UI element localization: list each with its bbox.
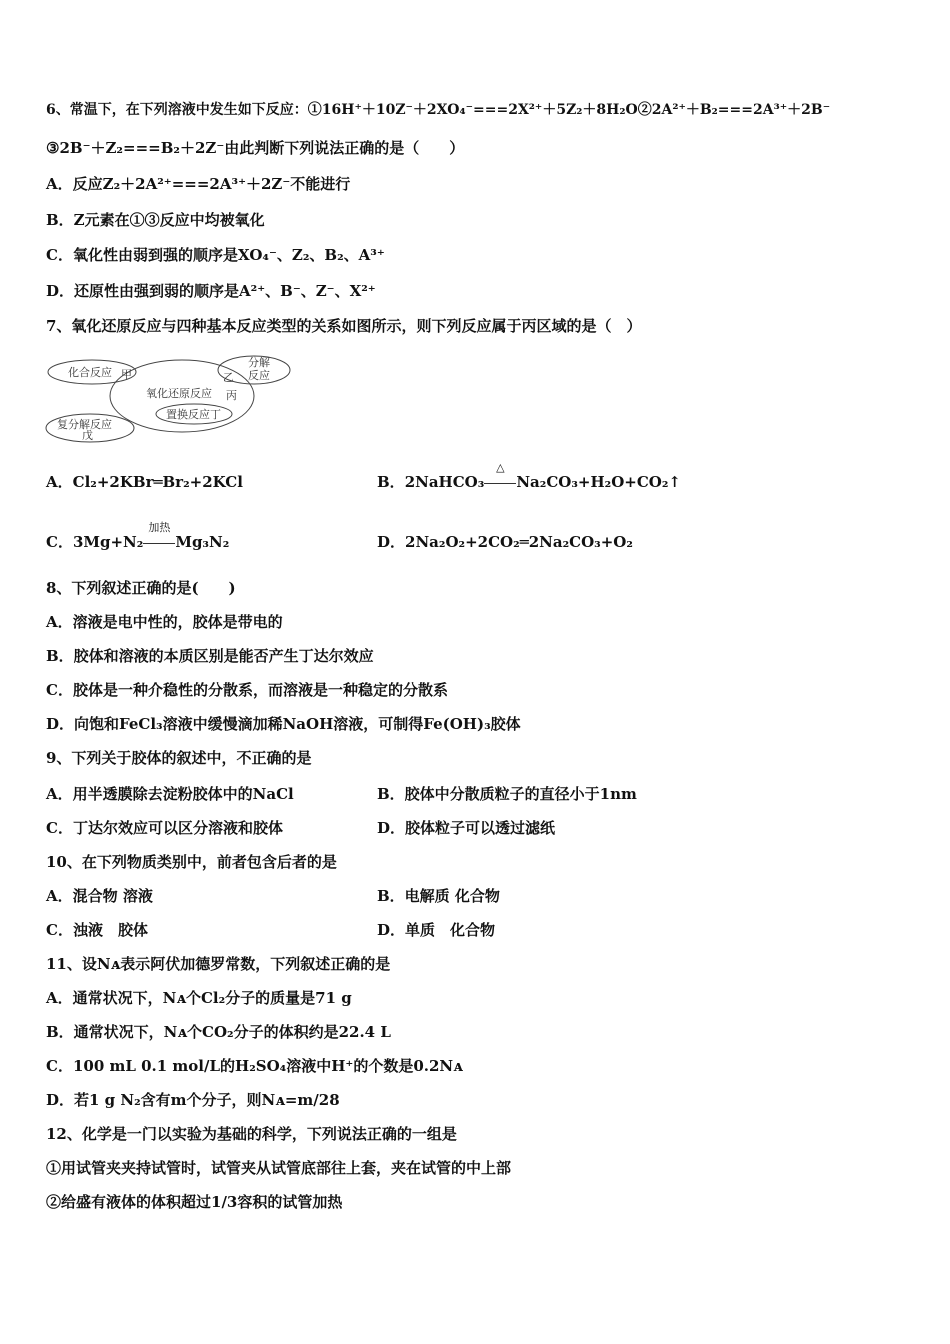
label-decomposition-2: 反应 <box>248 369 270 382</box>
q7-option-d <box>377 532 633 552</box>
q7-option-b <box>377 461 681 492</box>
q9-stem: 9、下列关于胶体的叙述中，不正确的是 <box>46 749 312 767</box>
label-yi: 乙 <box>223 371 234 384</box>
q7-stem: 7、氧化还原反应与四种基本反应类型的关系如图所示，则下列反应属于丙区域的是（ ） <box>46 317 642 335</box>
q6-stem-line1: 6、常温下，在下列溶液中发生如下反应：①16H⁺＋10Z⁻＋2XO₄⁻===2X²⁺＋5Z₂＋8H₂O②2A²⁺＋B₂===2A³⁺＋2B⁻ <box>46 102 831 118</box>
label-double-decomposition: 复分解反应 <box>57 418 112 431</box>
q8-option-a: A．溶液是电中性的，胶体是带电的 <box>46 613 283 631</box>
q11-option-d: D．若1 g N₂含有m个分子，则Nᴀ=m/28 <box>46 1091 340 1109</box>
q6-option-c: C．氧化性由弱到强的顺序是XO₄⁻、Z₂、B₂、A³⁺ <box>46 246 385 264</box>
q10-option-d: D．单质 化合物 <box>377 921 496 939</box>
q7-option-b-prefix: B． <box>377 473 405 491</box>
q9-option-b: B．胶体中分散质粒子的直径小于1nm <box>377 785 637 803</box>
q7-option-d-prefix: D． <box>377 533 406 551</box>
q7-option-c-right: Mg₃N₂ <box>175 533 230 551</box>
q7-option-a-equation: Cl₂+2KBr═Br₂+2KCl <box>72 473 243 491</box>
q7-option-d-equation: 2Na₂O₂+2CO₂═2Na₂CO₃+O₂ <box>405 533 633 551</box>
q7-option-c-left: 3Mg+N₂ <box>72 533 144 551</box>
q7-option-c-prefix: C． <box>46 533 73 551</box>
q6-option-b: B．Z元素在①③反应中均被氧化 <box>46 211 265 229</box>
q12-statement-1: ①用试管夹夹持试管时，试管夹从试管底部往上套，夹在试管的中上部 <box>46 1159 512 1177</box>
q7-option-a <box>46 472 243 492</box>
q8-option-c: C．胶体是一种介稳性的分散系，而溶液是一种稳定的分散系 <box>46 681 448 699</box>
q6-option-d: D．还原性由强到弱的顺序是A²⁺、B⁻、Z⁻、X²⁺ <box>46 282 376 300</box>
q12-statement-2: ②给盛有液体的体积超过1/3容积的试管加热 <box>46 1193 343 1211</box>
q10-option-c: C．浊液 胶体 <box>46 921 148 939</box>
condition-delta: △ <box>496 461 505 474</box>
label-redox: 氧化还原反应 <box>146 387 212 400</box>
label-wu: 戊 <box>82 429 93 442</box>
q7-option-c <box>46 521 230 552</box>
q11-stem: 11、设Nᴀ表示阿伏加德罗常数，下列叙述正确的是 <box>46 955 391 973</box>
q8-option-b: B．胶体和溶液的本质区别是能否产生丁达尔效应 <box>46 647 374 665</box>
q9-option-c: C．丁达尔效应可以区分溶液和胶体 <box>46 819 283 837</box>
q7-option-b-right: Na₂CO₃+H₂O+CO₂↑ <box>516 473 681 491</box>
q9-option-a: A．用半透膜除去淀粉胶体中的NaCl <box>46 785 294 803</box>
reaction-arrow-heat <box>484 461 516 490</box>
q6-stem-line2: ③2B⁻＋Z₂===B₂＋2Z⁻由此判断下列说法正确的是（ ） <box>46 139 465 157</box>
q8-option-d: D．向饱和FeCl₃溶液中缓慢滴加稀NaOH溶液，可制得Fe(OH)₃胶体 <box>46 715 521 733</box>
label-displacement: 置换反应丁 <box>166 408 221 421</box>
q11-option-b: B．通常状况下，Nᴀ个CO₂分子的体积约是22.4 L <box>46 1023 391 1041</box>
q10-option-b: B．电解质 化合物 <box>377 887 500 905</box>
reaction-type-venn-diagram <box>42 352 296 444</box>
q9-option-d: D．胶体粒子可以透过滤纸 <box>377 819 556 837</box>
q8-stem: 8、下列叙述正确的是( ) <box>46 579 236 597</box>
label-bing: 丙 <box>226 389 237 402</box>
condition-heating: 加热 <box>148 521 171 534</box>
reaction-arrow-heating <box>143 521 175 550</box>
q11-option-c: C．100 mL 0.1 mol/L的H₂SO₄溶液中H⁺的个数是0.2Nᴀ <box>46 1057 463 1075</box>
q10-option-a: A．混合物 溶液 <box>46 887 153 905</box>
label-combination: 化合反应 <box>68 366 112 379</box>
q10-stem: 10、在下列物质类别中，前者包含后者的是 <box>46 853 337 871</box>
q7-option-b-left: 2NaHCO₃ <box>404 473 485 491</box>
q6-option-a: A．反应Z₂＋2A²⁺===2A³⁺＋2Z⁻不能进行 <box>46 175 351 193</box>
q11-option-a: A．通常状况下，Nᴀ个Cl₂分子的质量是71 g <box>46 989 352 1007</box>
label-decomposition-1: 分解 <box>248 356 270 369</box>
q12-stem: 12、化学是一门以实验为基础的科学，下列说法正确的一组是 <box>46 1125 457 1143</box>
q7-option-a-prefix: A． <box>46 473 73 491</box>
label-jia: 甲 <box>121 368 132 381</box>
